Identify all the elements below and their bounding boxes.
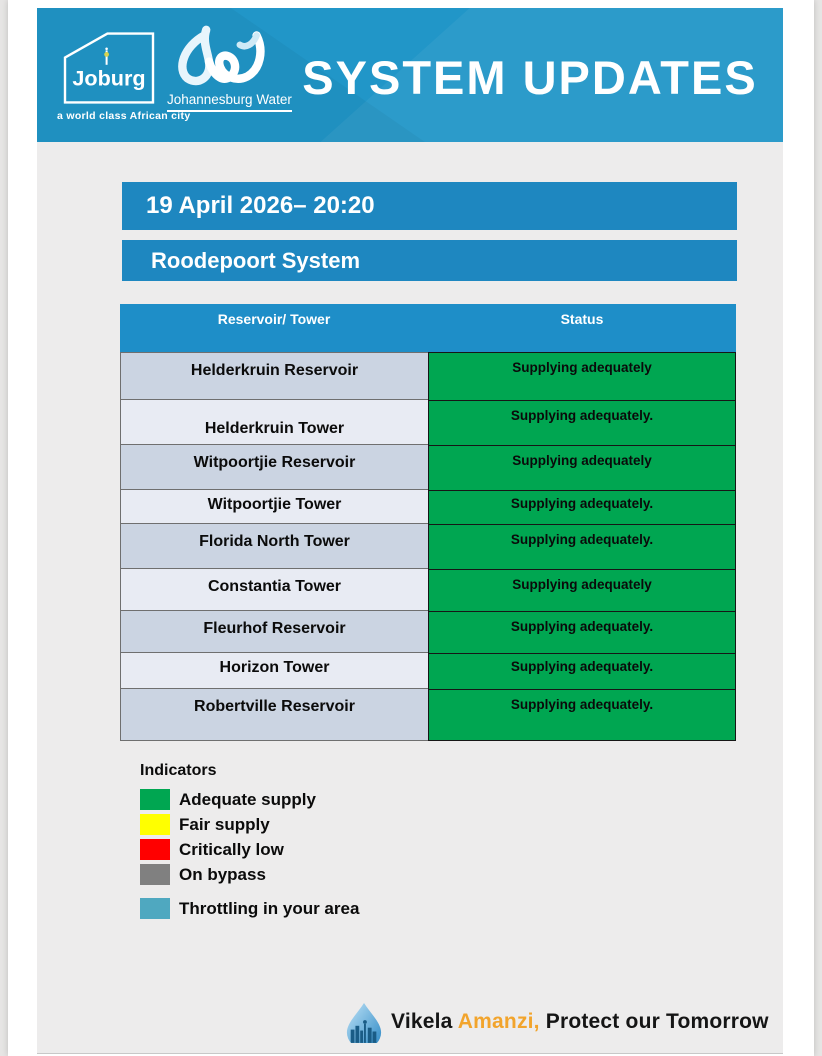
indicator-item [140,789,359,810]
indicator-item [140,898,359,919]
system-name-bar: Roodepoort System [122,240,737,281]
amanzi-text: Amanzi, [457,1010,540,1033]
reservoir-name-cell: Fleurhof Reservoir [120,611,428,653]
joburg-tagline: a world class African city [57,110,191,122]
table-row [120,611,736,653]
table-header-row [120,304,736,352]
indicator-item [140,814,359,835]
footer-text [391,1010,769,1034]
table-row [120,352,736,400]
status-cell: Supplying adequately [428,445,736,490]
status-cell: Supplying adequately [428,352,736,400]
indicator-swatch [140,864,170,885]
reservoir-status-table [120,304,736,741]
status-cell: Supplying adequately. [428,490,736,524]
reservoir-name-cell: Witpoortjie Tower [120,490,428,524]
status-cell: Supplying adequately. [428,653,736,689]
table-row [120,689,736,741]
datetime-bar: 19 April 2026– 20:20 [122,182,737,230]
footer-slogan [345,1001,769,1043]
indicators-legend [140,762,359,923]
indicator-swatch [140,789,170,810]
indicator-item [140,839,359,860]
indicators-list [140,789,359,919]
indicator-item [140,864,359,885]
page-title: SYSTEM UPDATES [302,51,758,104]
indicator-label: Adequate supply [179,789,316,809]
status-cell: Supplying adequately. [428,400,736,445]
reservoir-name-cell: Witpoortjie Reservoir [120,445,428,490]
column-header-status: Status [560,311,604,327]
status-cell: Supplying adequately. [428,524,736,569]
reservoir-name-cell: Helderkruin Reservoir [120,352,428,400]
table-row [120,490,736,524]
indicator-swatch [140,814,170,835]
indicator-label: On bypass [179,864,266,884]
vikela-text: Vikela [391,1010,458,1033]
johannesburg-water-wordmark: Johannesburg Water [167,92,292,112]
joburg-logo [61,28,157,113]
header-banner [37,8,783,142]
johannesburg-water-logo [167,22,279,95]
joburg-wordmark: Joburg [72,65,146,91]
reservoir-name-cell: Helderkruin Tower [120,400,428,445]
indicators-title: Indicators [140,762,217,779]
indicator-swatch [140,839,170,860]
water-drop-icon [345,1001,383,1043]
indicator-swatch [140,898,170,919]
joburg-emblem-icon [61,28,157,108]
table-row [120,524,736,569]
notice-page [8,0,814,1056]
table-row [120,569,736,611]
indicator-label: Critically low [179,839,284,859]
status-cell: Supplying adequately. [428,689,736,741]
indicator-label: Throttling in your area [179,898,360,918]
table-body [120,352,736,741]
table-row [120,445,736,490]
reservoir-name-cell: Horizon Tower [120,653,428,689]
reservoir-name-cell: Florida North Tower [120,524,428,569]
reservoir-name-cell: Robertville Reservoir [120,689,428,741]
status-cell: Supplying adequately. [428,611,736,653]
table-row [120,653,736,689]
reservoir-name-cell: Constantia Tower [120,569,428,611]
status-cell: Supplying adequately [428,569,736,611]
indicator-label: Fair supply [179,814,270,834]
tagline-rest-text: Protect our Tomorrow [539,1010,769,1033]
column-header-reservoir: Reservoir/ Tower [217,311,331,327]
water-swirl-icon [167,22,279,90]
table-row [120,400,736,445]
